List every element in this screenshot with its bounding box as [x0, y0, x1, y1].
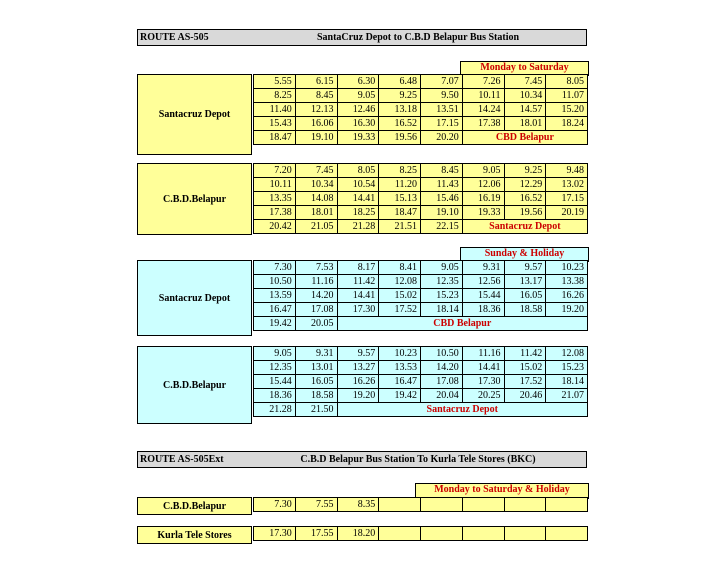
departure-time: 11.42 — [337, 275, 379, 289]
departure-time: 15.13 — [379, 192, 421, 206]
departure-time: 12.56 — [462, 275, 504, 289]
departure-time: 18.01 — [504, 117, 546, 131]
departure-time: 21.07 — [546, 389, 588, 403]
weekday-header: Monday to Saturday — [460, 61, 589, 76]
stop-label: Santacruz Depot — [137, 260, 252, 336]
empty-cell — [546, 527, 588, 541]
departure-time: 18.58 — [504, 303, 546, 317]
departure-time: 7.45 — [295, 164, 337, 178]
departure-time: 18.25 — [337, 206, 379, 220]
departure-time: 21.50 — [295, 403, 337, 417]
departure-time: 11.20 — [379, 178, 421, 192]
departure-time: 11.42 — [504, 347, 546, 361]
departure-time: 14.20 — [421, 361, 463, 375]
departure-time: 7.07 — [421, 75, 463, 89]
destination-label: CBD Belapur — [337, 317, 588, 331]
departure-time: 13.02 — [546, 178, 588, 192]
departure-time: 16.05 — [504, 289, 546, 303]
departure-time: 9.05 — [254, 347, 296, 361]
empty-cell — [379, 498, 421, 512]
departure-time: 16.19 — [462, 192, 504, 206]
stop-label: Kurla Tele Stores — [137, 526, 252, 544]
table-row — [254, 275, 588, 289]
departure-time: 9.57 — [337, 347, 379, 361]
departure-time: 11.40 — [254, 103, 296, 117]
departure-time: 13.53 — [379, 361, 421, 375]
departure-time: 9.50 — [421, 89, 463, 103]
departure-time: 18.14 — [546, 375, 588, 389]
departure-time: 15.23 — [546, 361, 588, 375]
departure-time: 14.24 — [462, 103, 504, 117]
departure-time: 21.28 — [337, 220, 379, 234]
departure-time: 18.14 — [421, 303, 463, 317]
departure-time: 17.38 — [462, 117, 504, 131]
departure-time: 17.30 — [254, 527, 296, 541]
departure-time: 13.35 — [254, 192, 296, 206]
departure-time: 22.15 — [421, 220, 463, 234]
empty-cell — [504, 498, 546, 512]
empty-cell — [421, 498, 463, 512]
departure-time: 7.30 — [254, 261, 296, 275]
departure-time: 16.52 — [379, 117, 421, 131]
departure-time: 6.30 — [337, 75, 379, 89]
departure-time: 12.46 — [337, 103, 379, 117]
departure-time: 16.26 — [337, 375, 379, 389]
departure-time: 21.51 — [379, 220, 421, 234]
departure-time: 7.45 — [504, 75, 546, 89]
departure-time: 9.05 — [462, 164, 504, 178]
departure-time: 13.51 — [421, 103, 463, 117]
destination-label: Santacruz Depot — [337, 403, 588, 417]
departure-time: 6.15 — [295, 75, 337, 89]
departure-time: 19.56 — [504, 206, 546, 220]
departure-time: 10.23 — [379, 347, 421, 361]
departure-time: 14.08 — [295, 192, 337, 206]
timetable-block — [253, 163, 588, 234]
departure-time: 16.47 — [379, 375, 421, 389]
table-row — [254, 206, 588, 220]
departure-time: 17.15 — [546, 192, 588, 206]
timetable-block — [253, 74, 588, 145]
departure-time: 7.26 — [462, 75, 504, 89]
ext-header: Monday to Saturday & Holiday — [415, 483, 589, 499]
departure-time: 12.29 — [504, 178, 546, 192]
departure-time: 10.34 — [295, 178, 337, 192]
departure-time: 18.01 — [295, 206, 337, 220]
departure-time: 12.13 — [295, 103, 337, 117]
departure-time: 9.05 — [337, 89, 379, 103]
departure-time: 13.18 — [379, 103, 421, 117]
departure-time: 14.41 — [462, 361, 504, 375]
departure-time: 11.07 — [546, 89, 588, 103]
departure-time: 15.02 — [504, 361, 546, 375]
departure-time: 19.20 — [337, 389, 379, 403]
table-row — [254, 527, 588, 541]
departure-time: 19.42 — [254, 317, 296, 331]
timetable-ext — [253, 526, 588, 541]
departure-time: 10.50 — [421, 347, 463, 361]
departure-time: 17.52 — [379, 303, 421, 317]
departure-time: 16.06 — [295, 117, 337, 131]
departure-time: 8.05 — [546, 75, 588, 89]
table-row — [254, 75, 588, 89]
departure-time: 8.25 — [379, 164, 421, 178]
departure-time: 9.31 — [462, 261, 504, 275]
departure-time: 20.04 — [421, 389, 463, 403]
departure-time: 19.33 — [337, 131, 379, 145]
table-row — [254, 131, 588, 145]
holiday-header: Sunday & Holiday — [460, 247, 589, 262]
table-row — [254, 89, 588, 103]
departure-time: 8.45 — [421, 164, 463, 178]
departure-time: 19.10 — [295, 131, 337, 145]
table-row — [254, 192, 588, 206]
departure-time: 12.35 — [421, 275, 463, 289]
departure-time: 16.05 — [295, 375, 337, 389]
route-header-bar — [137, 29, 587, 46]
departure-time: 11.16 — [295, 275, 337, 289]
departure-time: 7.55 — [295, 498, 337, 512]
destination-label: CBD Belapur — [462, 131, 587, 145]
table-row — [254, 317, 588, 331]
departure-time: 17.08 — [421, 375, 463, 389]
departure-time: 12.08 — [379, 275, 421, 289]
departure-time: 12.35 — [254, 361, 296, 375]
departure-time: 15.43 — [254, 117, 296, 131]
departure-time: 9.48 — [546, 164, 588, 178]
route-ext-label: ROUTE AS-505Ext — [140, 454, 224, 465]
departure-time: 10.54 — [337, 178, 379, 192]
destination-label: Santacruz Depot — [462, 220, 587, 234]
departure-time: 17.38 — [254, 206, 296, 220]
empty-cell — [379, 527, 421, 541]
departure-time: 5.55 — [254, 75, 296, 89]
table-row — [254, 375, 588, 389]
departure-time: 18.58 — [295, 389, 337, 403]
stop-label: C.B.D.Belapur — [137, 163, 252, 235]
departure-time: 14.57 — [504, 103, 546, 117]
departure-time: 19.10 — [421, 206, 463, 220]
timetable-ext — [253, 497, 588, 512]
route-ext-title: C.B.D Belapur Bus Station To Kurla Tele Stores (BKC) — [300, 454, 536, 465]
departure-time: 9.57 — [504, 261, 546, 275]
table-row — [254, 403, 588, 417]
table-row — [254, 303, 588, 317]
empty-cell — [421, 527, 463, 541]
stop-label: C.B.D.Belapur — [137, 497, 252, 515]
departure-time: 13.27 — [337, 361, 379, 375]
empty-cell — [462, 498, 504, 512]
departure-time: 7.20 — [254, 164, 296, 178]
table-row — [254, 103, 588, 117]
departure-time: 15.46 — [421, 192, 463, 206]
departure-time: 20.46 — [504, 389, 546, 403]
departure-time: 13.38 — [546, 275, 588, 289]
departure-time: 15.02 — [379, 289, 421, 303]
departure-time: 21.28 — [254, 403, 296, 417]
timetable-block — [253, 260, 588, 331]
departure-time: 11.43 — [421, 178, 463, 192]
table-row — [254, 361, 588, 375]
departure-time: 10.34 — [504, 89, 546, 103]
route-label: ROUTE AS-505 — [140, 32, 209, 43]
departure-time: 20.25 — [462, 389, 504, 403]
timetable-block — [253, 346, 588, 417]
departure-time: 15.23 — [421, 289, 463, 303]
empty-cell — [504, 527, 546, 541]
departure-time: 10.23 — [546, 261, 588, 275]
stop-label: Santacruz Depot — [137, 74, 252, 155]
table-row — [254, 498, 588, 512]
departure-time: 19.42 — [379, 389, 421, 403]
departure-time: 12.08 — [546, 347, 588, 361]
departure-time: 7.53 — [295, 261, 337, 275]
departure-time: 8.05 — [337, 164, 379, 178]
departure-time: 19.56 — [379, 131, 421, 145]
departure-time: 6.48 — [379, 75, 421, 89]
departure-time: 13.17 — [504, 275, 546, 289]
table-row — [254, 261, 588, 275]
departure-time: 14.41 — [337, 192, 379, 206]
table-row — [254, 164, 588, 178]
departure-time: 15.44 — [254, 375, 296, 389]
departure-time: 20.20 — [421, 131, 463, 145]
departure-time: 9.25 — [379, 89, 421, 103]
departure-time: 13.01 — [295, 361, 337, 375]
departure-time: 8.25 — [254, 89, 296, 103]
departure-time: 18.47 — [254, 131, 296, 145]
departure-time: 8.17 — [337, 261, 379, 275]
table-row — [254, 220, 588, 234]
departure-time: 16.30 — [337, 117, 379, 131]
departure-time: 8.35 — [337, 498, 379, 512]
table-row — [254, 178, 588, 192]
departure-time: 18.36 — [254, 389, 296, 403]
departure-time: 9.25 — [504, 164, 546, 178]
departure-time: 19.20 — [546, 303, 588, 317]
departure-time: 19.33 — [462, 206, 504, 220]
departure-time: 20.42 — [254, 220, 296, 234]
departure-time: 20.19 — [546, 206, 588, 220]
departure-time: 10.11 — [462, 89, 504, 103]
departure-time: 10.11 — [254, 178, 296, 192]
departure-time: 18.36 — [462, 303, 504, 317]
departure-time: 17.52 — [504, 375, 546, 389]
departure-time: 10.50 — [254, 275, 296, 289]
departure-time: 17.15 — [421, 117, 463, 131]
departure-time: 14.20 — [295, 289, 337, 303]
departure-time: 13.59 — [254, 289, 296, 303]
table-row — [254, 347, 588, 361]
departure-time: 20.05 — [295, 317, 337, 331]
departure-time: 9.05 — [421, 261, 463, 275]
departure-time: 8.45 — [295, 89, 337, 103]
departure-time: 9.31 — [295, 347, 337, 361]
departure-time: 21.05 — [295, 220, 337, 234]
departure-time: 14.41 — [337, 289, 379, 303]
departure-time: 15.44 — [462, 289, 504, 303]
departure-time: 18.24 — [546, 117, 588, 131]
departure-time: 17.08 — [295, 303, 337, 317]
empty-cell — [546, 498, 588, 512]
departure-time: 17.30 — [462, 375, 504, 389]
route-title: SantaCruz Depot to C.B.D Belapur Bus Station — [316, 32, 520, 43]
table-row — [254, 289, 588, 303]
route-ext-header-bar — [137, 451, 587, 468]
departure-time: 15.20 — [546, 103, 588, 117]
stop-label: C.B.D.Belapur — [137, 346, 252, 424]
departure-time: 17.55 — [295, 527, 337, 541]
departure-time: 11.16 — [462, 347, 504, 361]
departure-time: 17.30 — [337, 303, 379, 317]
empty-cell — [462, 527, 504, 541]
departure-time: 12.06 — [462, 178, 504, 192]
departure-time: 16.26 — [546, 289, 588, 303]
departure-time: 18.20 — [337, 527, 379, 541]
departure-time: 16.52 — [504, 192, 546, 206]
departure-time: 16.47 — [254, 303, 296, 317]
departure-time: 18.47 — [379, 206, 421, 220]
departure-time: 8.41 — [379, 261, 421, 275]
table-row — [254, 117, 588, 131]
table-row — [254, 389, 588, 403]
departure-time: 7.30 — [254, 498, 296, 512]
